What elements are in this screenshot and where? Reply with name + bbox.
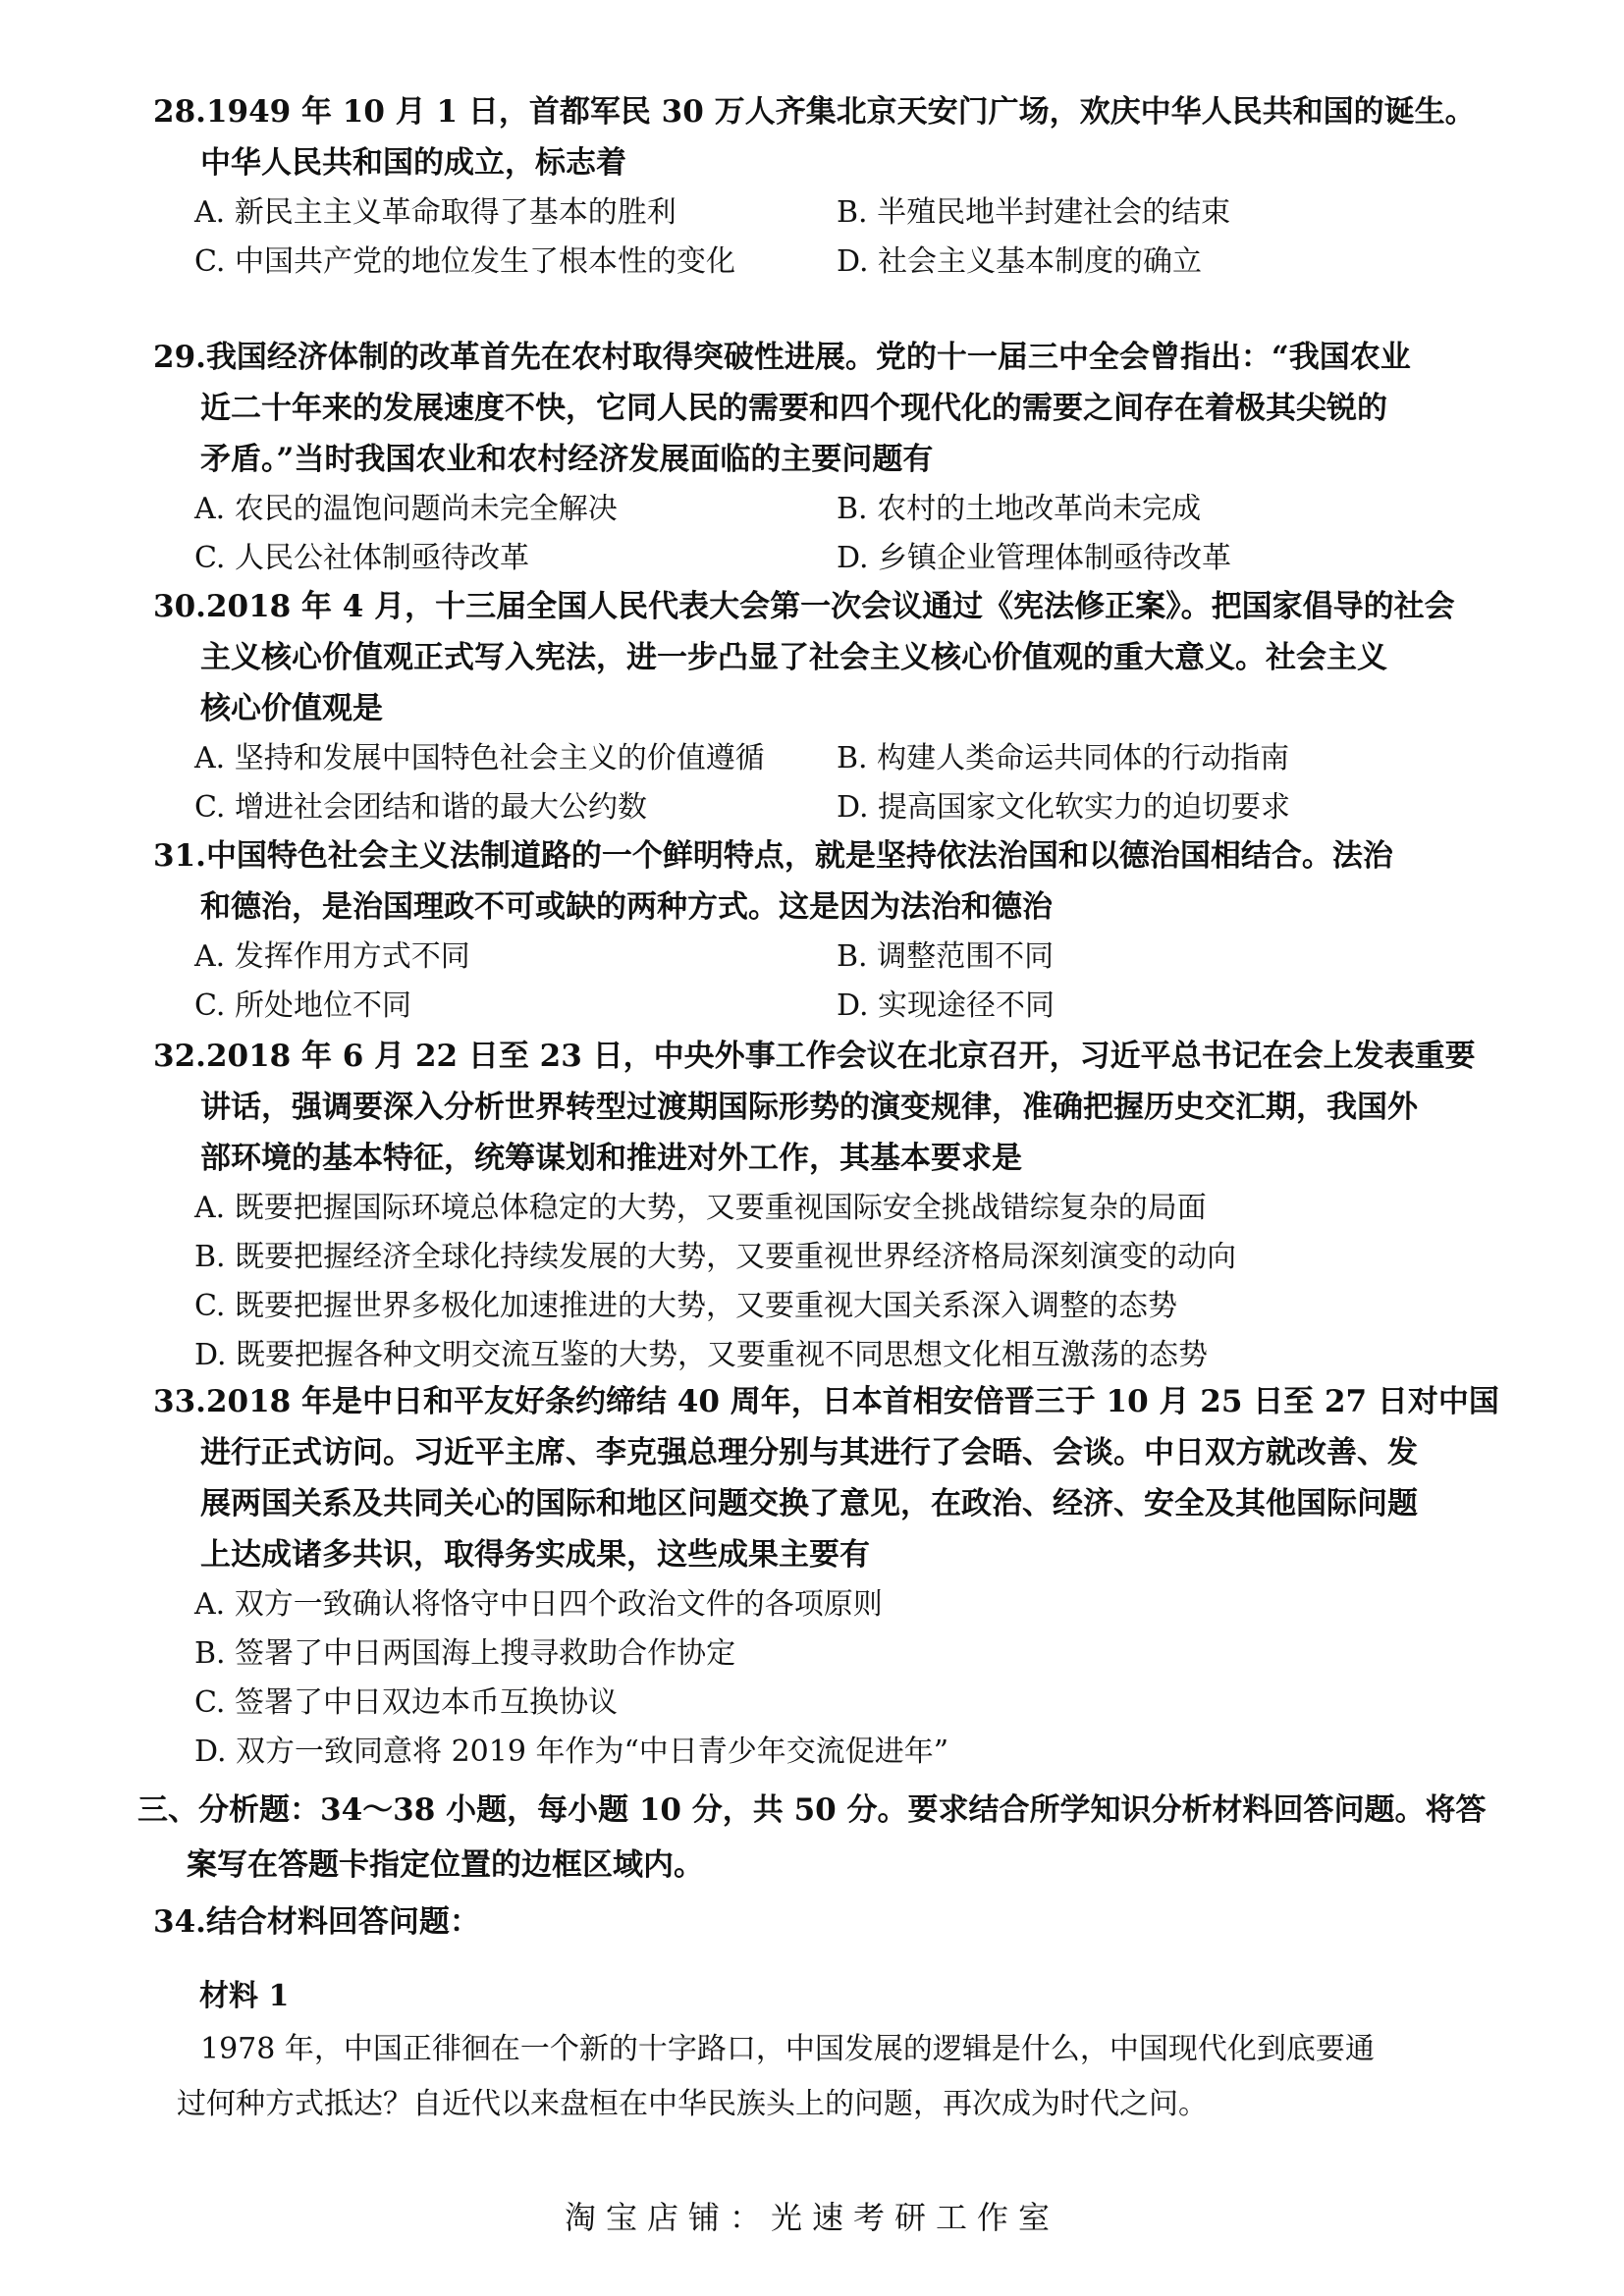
stem-line: 1949 年 10 月 1 日，首都军民 30 万人齐集北京天安门广场，欢庆中华人民共和国的诞生。 <box>205 94 1476 130</box>
material-line: 1978 年，中国正徘徊在一个新的十字路口，中国发展的逻辑是什么，中国现代化到底要通 <box>200 2032 1375 2066</box>
question-number: 34. <box>153 1904 206 1940</box>
question-32 <box>153 1031 1479 1380</box>
stem-line: 主义核心价值观正式写入宪法，进一步凸显了社会主义核心价值观的重大意义。社会主义 <box>200 640 1387 675</box>
option-d: D. 提高国家文化软实力的迫切要求 <box>837 790 1291 825</box>
material-line: 过何种方式抵达？自近代以来盘桓在中华民族头上的问题，再次成为时代之问。 <box>177 2087 1208 2121</box>
option-b: B. 签署了中日两国海上搜寻救助合作协定 <box>194 1636 736 1671</box>
section-line: 案写在答题卡指定位置的边框区域内。 <box>187 1847 704 1883</box>
option-b: B. 半殖民地半封建社会的结束 <box>837 195 1231 230</box>
option-c: C. 中国共产党的地位发生了根本性的变化 <box>194 244 735 279</box>
question-stem <box>153 1031 1479 1184</box>
question-number: 33. <box>153 1384 206 1419</box>
option-b: B. 农村的土地改革尚未完成 <box>837 492 1202 526</box>
option-a: A. 农民的温饱问题尚未完全解决 <box>194 492 618 526</box>
option-a: A. 双方一致确认将恪守中日四个政治文件的各项原则 <box>194 1587 883 1622</box>
option-b: B. 调整范围不同 <box>837 939 1055 974</box>
option-a: A. 坚持和发展中国特色社会主义的价值遵循 <box>194 741 765 775</box>
option-c: C. 签署了中日双边本币互换协议 <box>194 1685 618 1720</box>
question-stem <box>153 86 1479 188</box>
options <box>153 188 1479 287</box>
question-33 <box>153 1376 1499 1777</box>
stem-line: 矛盾。”当时我国农业和农村经济发展面临的主要问题有 <box>200 442 934 477</box>
question-stem <box>153 1376 1499 1580</box>
stem-line: 2018 年是中日和平友好条约缔结 40 周年，日本首相安倍晋三于 10 月 25 日至 27 日对中国 <box>205 1384 1499 1419</box>
option-d: D. 乡镇企业管理体制亟待改革 <box>837 541 1232 575</box>
question-number: 32. <box>153 1039 206 1074</box>
footer-shop-name: 淘宝店铺：光速考研工作室 <box>564 2199 1059 2236</box>
question-30 <box>153 581 1479 832</box>
stem-line: 进行正式访问。习近平主席、李克强总理分别与其进行了会晤、会谈。中日双方就改善、发 <box>200 1435 1418 1470</box>
option-c: C. 既要把握世界多极化加速推进的大势，又要重视大国关系深入调整的态势 <box>194 1289 1177 1323</box>
option-a: A. 既要把握国际环境总体稳定的大势，又要重视国际安全挑战错综复杂的局面 <box>194 1191 1207 1225</box>
option-a: A. 发挥作用方式不同 <box>194 939 470 974</box>
option-d: D. 社会主义基本制度的确立 <box>837 244 1203 279</box>
question-stem: 结合材料回答问题： <box>205 1904 480 1940</box>
options <box>153 485 1479 583</box>
stem-line: 2018 年 4 月，十三届全国人民代表大会第一次会议通过《宪法修正案》。把国家倡导的社会 <box>205 589 1455 624</box>
material-title: 材料 1 <box>199 1979 290 2013</box>
stem-line: 中国特色社会主义法制道路的一个鲜明特点，就是坚持依法治国和以德治国相结合。法治 <box>205 838 1393 874</box>
option-b: B. 既要把握经济全球化持续发展的大势，又要重视世界经济格局深刻演变的动向 <box>194 1240 1237 1274</box>
options <box>153 1580 1479 1777</box>
question-28 <box>153 86 1479 287</box>
stem-line: 讲话，强调要深入分析世界转型过渡期国际形势的演变规律，准确把握历史交汇期，我国外 <box>200 1090 1418 1125</box>
option-c: C. 人民公社体制亟待改革 <box>194 541 529 575</box>
option-b: B. 构建人类命运共同体的行动指南 <box>837 741 1290 775</box>
option-d: D. 双方一致同意将 2019 年作为“中日青少年交流促进年” <box>194 1735 949 1769</box>
stem-line: 我国经济体制的改革首先在农村取得突破性进展。党的十一届三中全会曾指出：“我国农业 <box>205 340 1411 375</box>
question-29 <box>153 332 1479 583</box>
options <box>153 1184 1479 1380</box>
options <box>153 933 1479 1031</box>
stem-line: 中华人民共和国的成立，标志着 <box>200 145 626 181</box>
question-number: 30. <box>153 589 206 624</box>
option-d: D. 既要把握各种文明交流互鉴的大势，又要重视不同思想文化相互激荡的态势 <box>194 1338 1209 1372</box>
option-a: A. 新民主主义革命取得了基本的胜利 <box>194 195 677 230</box>
section-heading <box>137 1783 1487 1893</box>
stem-line: 2018 年 6 月 22 日至 23 日，中央外事工作会议在北京召开，习近平总书记在会上发表重要 <box>205 1039 1476 1074</box>
stem-line: 上达成诸多共识，取得务实成果，这些成果主要有 <box>200 1537 870 1573</box>
option-c: C. 增进社会团结和谐的最大公约数 <box>194 790 647 825</box>
stem-line: 核心价值观是 <box>200 691 383 726</box>
question-number: 31. <box>153 838 206 874</box>
section-line: 三、分析题：34～38 小题，每小题 10 分，共 50 分。要求结合所学知识分析材料回答问题。将答 <box>137 1792 1487 1828</box>
stem-line: 展两国关系及共同关心的国际和地区问题交换了意见，在政治、经济、安全及其他国际问题 <box>200 1486 1418 1522</box>
question-number: 28. <box>153 94 206 130</box>
stem-line: 和德治，是治国理政不可或缺的两种方式。这是因为法治和德治 <box>200 889 1053 925</box>
stem-line: 近二十年来的发展速度不快，它同人民的需要和四个现代化的需要之间存在着极其尖锐的 <box>200 391 1387 426</box>
question-number: 29. <box>153 340 206 375</box>
options <box>153 734 1479 832</box>
question-31 <box>153 830 1479 1031</box>
question-stem <box>153 581 1479 734</box>
question-34 <box>153 1896 1479 1948</box>
question-stem <box>153 332 1479 485</box>
material-text <box>177 2022 1473 2132</box>
option-c: C. 所处地位不同 <box>194 988 411 1023</box>
option-d: D. 实现途径不同 <box>837 988 1056 1023</box>
stem-line: 部环境的基本特征，统筹谋划和推进对外工作，其基本要求是 <box>200 1141 1022 1176</box>
question-stem <box>153 830 1479 933</box>
